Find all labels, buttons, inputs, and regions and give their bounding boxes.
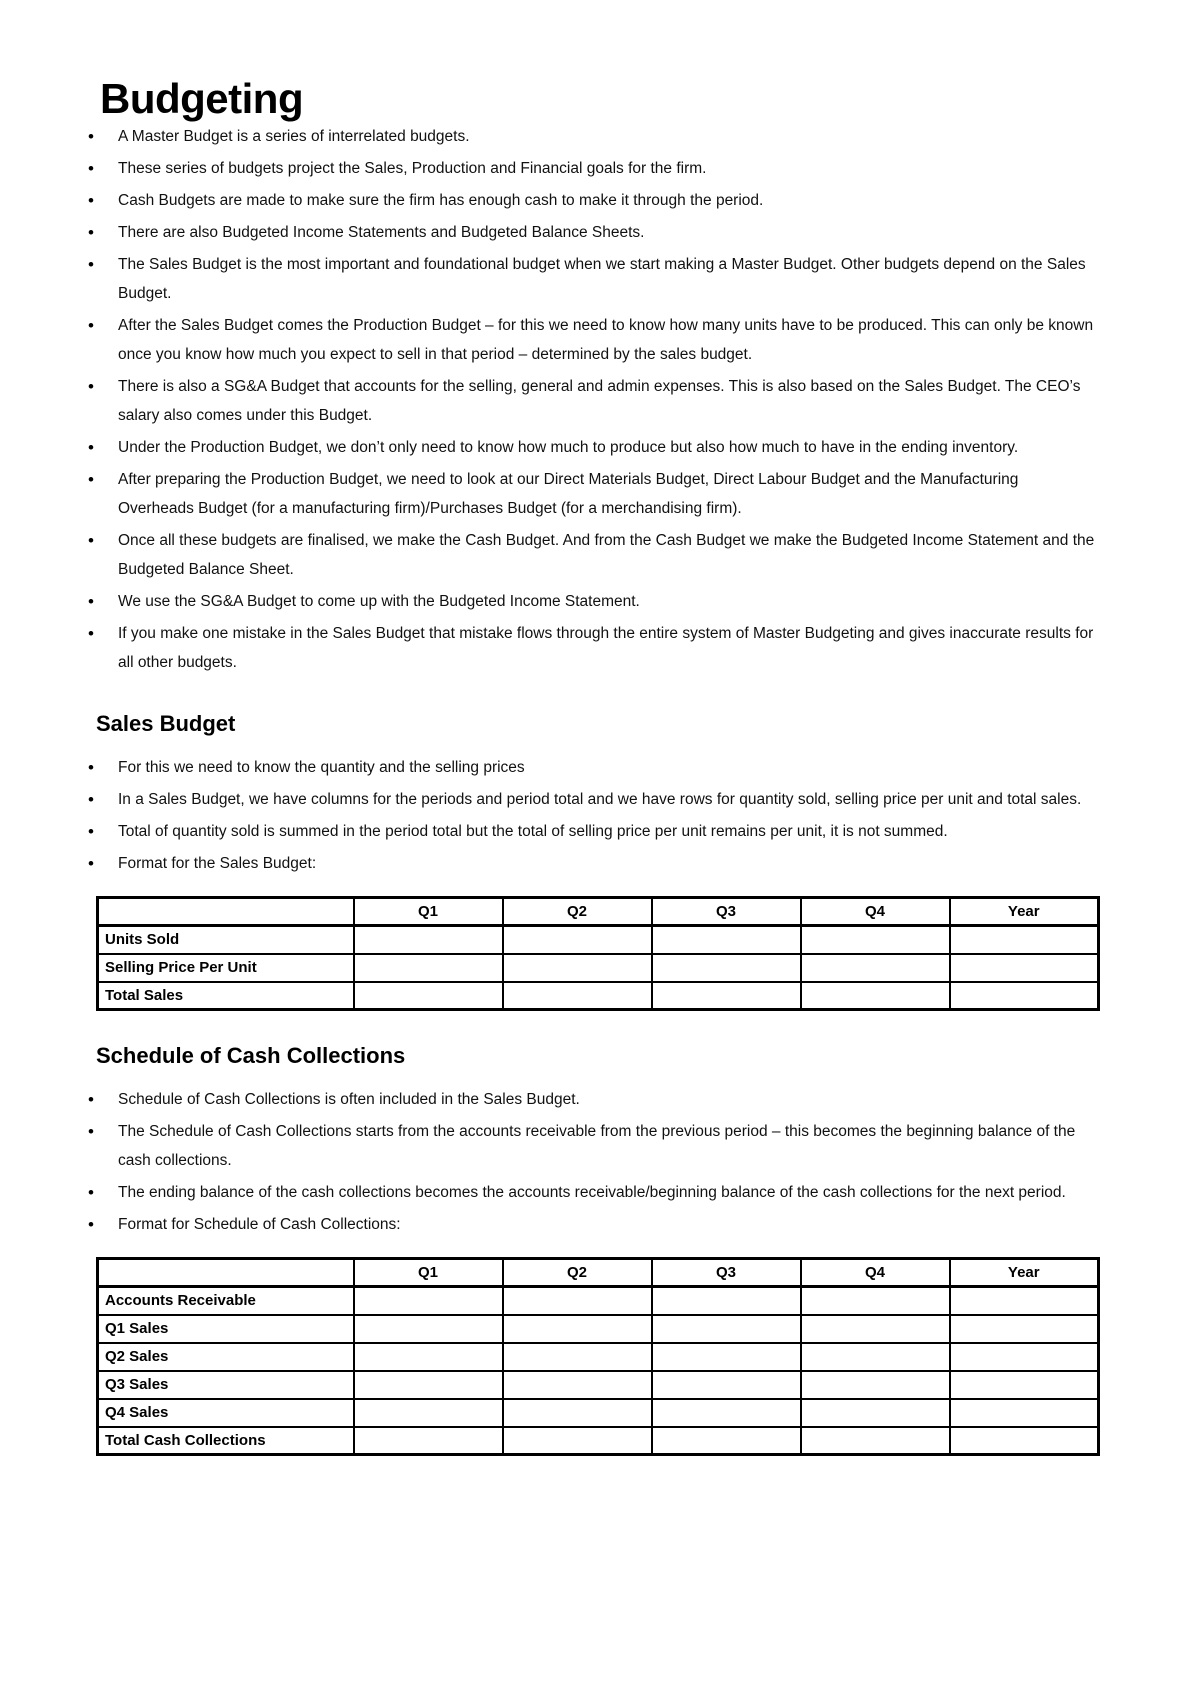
table-empty-cell: [354, 1371, 503, 1399]
table-column-header: Q1: [354, 1259, 503, 1287]
section-cash-collections: [96, 1043, 1097, 1456]
table-empty-cell: [950, 982, 1099, 1010]
table-empty-cell: [950, 926, 1099, 954]
sales-budget-bullet-list: [96, 753, 1097, 878]
table-empty-cell: [354, 1287, 503, 1315]
table-row: [98, 1371, 1099, 1399]
table-row-label: Q2 Sales: [98, 1343, 354, 1371]
table-row: [98, 1315, 1099, 1343]
bullet-item: • The ending balance of the cash collections becomes the accounts receivable/beginning balance of the cash collections for the next period.: [96, 1178, 1097, 1207]
table-empty-cell: [354, 982, 503, 1010]
bullet-item: • In a Sales Budget, we have columns for the periods and period total and we have rows for quantity sold, selling price per unit and total sales.: [96, 785, 1097, 814]
table-empty-cell: [652, 1343, 801, 1371]
table-row: [98, 982, 1099, 1010]
bullet-item: • After the Sales Budget comes the Production Budget – for this we need to know how many units have to be produced. This can only be known once you know how much you expect to sell in that period – determined by the sales budget.: [96, 311, 1097, 369]
bullet-item: • There is also a SG&A Budget that accounts for the selling, general and admin expenses. This is also based on the Sales Budget. The CEO’s salary also comes under this Budget.: [96, 372, 1097, 430]
table-empty-cell: [503, 954, 652, 982]
table-empty-cell: [950, 1343, 1099, 1371]
table-empty-cell: [652, 1287, 801, 1315]
bullet-item: • We use the SG&A Budget to come up with the Budgeted Income Statement.: [96, 587, 1097, 616]
table-empty-cell: [503, 1427, 652, 1455]
table-row: [98, 1287, 1099, 1315]
table-column-header: Q2: [503, 898, 652, 926]
table-empty-cell: [950, 954, 1099, 982]
table-row-label: Accounts Receivable: [98, 1287, 354, 1315]
table-empty-cell: [354, 1315, 503, 1343]
bullet-item: • Schedule of Cash Collections is often included in the Sales Budget.: [96, 1085, 1097, 1114]
table-empty-cell: [652, 1315, 801, 1343]
table-empty-cell: [503, 926, 652, 954]
bullet-item: • The Sales Budget is the most important and foundational budget when we start making a Master Budget. Other budgets depend on the Sales Budget.: [96, 250, 1097, 308]
table-empty-cell: [354, 1427, 503, 1455]
table-row: [98, 954, 1099, 982]
table-row: [98, 1427, 1099, 1455]
bullet-item: • Format for Schedule of Cash Collections:: [96, 1210, 1097, 1239]
table-empty-cell: [503, 1315, 652, 1343]
bullet-item: • For this we need to know the quantity and the selling prices: [96, 753, 1097, 782]
table-empty-cell: [503, 1343, 652, 1371]
table-empty-cell: [503, 1371, 652, 1399]
table-header-row: [98, 898, 1099, 926]
table-empty-cell: [354, 926, 503, 954]
table-row-label: Units Sold: [98, 926, 354, 954]
table-empty-cell: [950, 1399, 1099, 1427]
intro-bullet-list: [96, 122, 1097, 677]
table-column-header: Q1: [354, 898, 503, 926]
table-empty-cell: [354, 954, 503, 982]
table-column-header: Q4: [801, 898, 950, 926]
table-empty-cell: [503, 1287, 652, 1315]
table-empty-cell: [801, 1399, 950, 1427]
table-empty-cell: [354, 1343, 503, 1371]
sales-budget-table: [96, 896, 1100, 1011]
table-empty-cell: [801, 1343, 950, 1371]
bullet-item: • If you make one mistake in the Sales Budget that mistake flows through the entire system of Master Budgeting and gives inaccurate results for all other budgets.: [96, 619, 1097, 677]
bullet-item: • Once all these budgets are finalised, we make the Cash Budget. And from the Cash Budget we make the Budgeted Income Statement and the Budgeted Balance Sheet.: [96, 526, 1097, 584]
bullet-item: • These series of budgets project the Sales, Production and Financial goals for the firm.: [96, 154, 1097, 183]
table-empty-cell: [950, 1371, 1099, 1399]
table-empty-cell: [652, 1427, 801, 1455]
cash-collections-bullet-list: [96, 1085, 1097, 1239]
table-empty-cell: [950, 1287, 1099, 1315]
table-row: [98, 1399, 1099, 1427]
table-column-header: Q3: [652, 898, 801, 926]
cash-collections-table: [96, 1257, 1100, 1456]
table-empty-cell: [801, 954, 950, 982]
table-empty-cell: [801, 1315, 950, 1343]
table-empty-cell: [950, 1315, 1099, 1343]
bullet-item: • Format for the Sales Budget:: [96, 849, 1097, 878]
table-empty-cell: [503, 982, 652, 1010]
table-column-header: Q4: [801, 1259, 950, 1287]
page-title: Budgeting: [100, 75, 304, 122]
table-column-header: Q2: [503, 1259, 652, 1287]
table-row-label: Total Cash Collections: [98, 1427, 354, 1455]
table-row-label: Q3 Sales: [98, 1371, 354, 1399]
table-column-header: Year: [950, 898, 1099, 926]
table-empty-cell: [801, 1287, 950, 1315]
table-header-row: [98, 1259, 1099, 1287]
table-row-label: Q4 Sales: [98, 1399, 354, 1427]
table-empty-cell: [354, 1399, 503, 1427]
bullet-item: • After preparing the Production Budget, we need to look at our Direct Materials Budget, Direct Labour Budget and the Manufacturing Overheads Budget (for a manufacturing firm)/Purchases Budget (for a merchandising firm).: [96, 465, 1097, 523]
section-heading: Schedule of Cash Collections: [96, 1043, 406, 1068]
table-empty-cell: [801, 1427, 950, 1455]
table-row-label: Total Sales: [98, 982, 354, 1010]
table-empty-cell: [801, 926, 950, 954]
table-empty-cell: [652, 926, 801, 954]
table-column-header: Q3: [652, 1259, 801, 1287]
table-row-label: Selling Price Per Unit: [98, 954, 354, 982]
table-column-header: Year: [950, 1259, 1099, 1287]
table-empty-cell: [652, 982, 801, 1010]
bullet-item: • Under the Production Budget, we don’t only need to know how much to produce but also how much to have in the ending inventory.: [96, 433, 1097, 462]
bullet-item: • Cash Budgets are made to make sure the firm has enough cash to make it through the period.: [96, 186, 1097, 215]
section-heading: Sales Budget: [96, 711, 236, 736]
table-empty-cell: [652, 1399, 801, 1427]
bullet-item: • Total of quantity sold is summed in the period total but the total of selling price per unit remains per unit, it is not summed.: [96, 817, 1097, 846]
table-row: [98, 926, 1099, 954]
table-column-header: [98, 898, 354, 926]
bullet-item: • There are also Budgeted Income Statements and Budgeted Balance Sheets.: [96, 218, 1097, 247]
table-empty-cell: [801, 982, 950, 1010]
bullet-item: • A Master Budget is a series of interrelated budgets.: [96, 122, 1097, 151]
table-empty-cell: [652, 954, 801, 982]
table-empty-cell: [503, 1399, 652, 1427]
table-row: [98, 1343, 1099, 1371]
section-sales-budget: [96, 711, 1097, 1011]
table-row-label: Q1 Sales: [98, 1315, 354, 1343]
table-column-header: [98, 1259, 354, 1287]
table-empty-cell: [652, 1371, 801, 1399]
table-empty-cell: [950, 1427, 1099, 1455]
table-empty-cell: [801, 1371, 950, 1399]
bullet-item: • The Schedule of Cash Collections starts from the accounts receivable from the previous period – this becomes the beginning balance of the cash collections.: [96, 1117, 1097, 1175]
